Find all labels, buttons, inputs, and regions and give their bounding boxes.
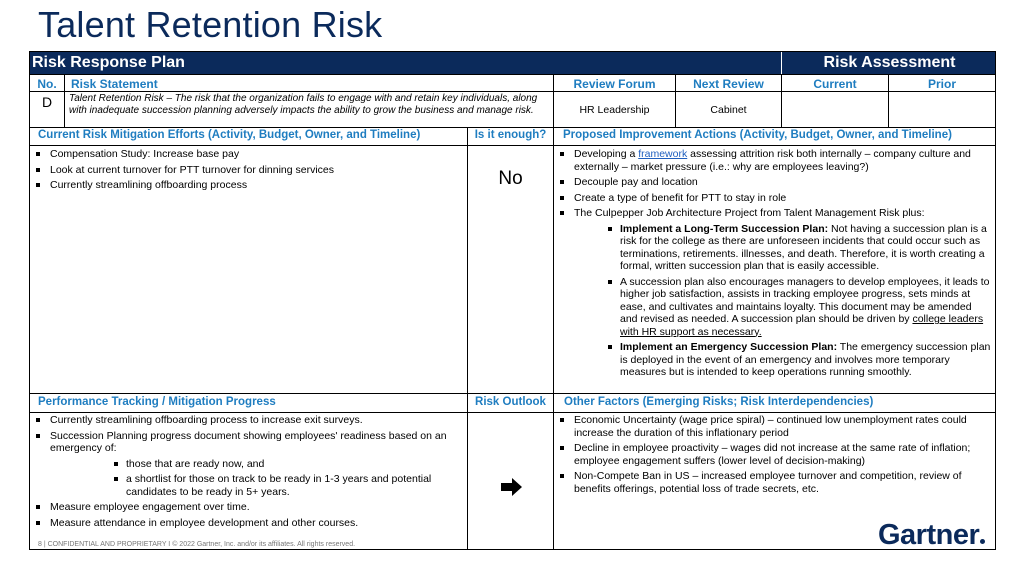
proposed-actions-list [553, 145, 995, 393]
list-item: Measure attendance in employee development and other courses. [30, 517, 465, 530]
list-item: Look at current turnover for PTT turnover for dinning services [30, 164, 465, 177]
review-forum-value: HR Leadership [553, 91, 675, 127]
current-mitigation-header: Current Risk Mitigation Efforts (Activity, Budget, Owner, and Timeline) [30, 127, 467, 145]
no-header: No. [30, 74, 64, 91]
risk-table [29, 51, 996, 550]
proposed-actions-header: Proposed Improvement Actions (Activity, Budget, Owner, and Timeline) [553, 127, 995, 145]
is-enough-header: Is it enough? [467, 127, 553, 145]
list-item: Currently streamlining offboarding process to increase exit surveys. [30, 414, 465, 427]
risk-outlook-cell [467, 412, 553, 549]
current-mitigation-list [30, 145, 467, 393]
gartner-logo: Gartner [878, 519, 985, 552]
is-enough-value: No [467, 145, 553, 393]
prior-header: Prior [888, 74, 995, 91]
list-item: Economic Uncertainty (wage price spiral) – continued low unemployment rates could increase the duration of this inflationary period [554, 414, 991, 439]
list-item: Currently streamlining offboarding process [30, 179, 465, 192]
next-review-value: Cabinet [675, 91, 781, 127]
review-forum-header: Review Forum [553, 74, 675, 91]
performance-tracking-list [30, 412, 467, 549]
list-item: Developing a framework assessing attrition risk both internally – company culture and externally – market pressure (i.e.: why are employees leaving?) [554, 148, 991, 173]
sub-list-item: Implement a Long-Term Succession Plan: Not having a succession plan is a risk for the college as there are unforeseen incidents that could occur such as terminations, retirements. illnesses, and death. Therefore, it is worth creating a formal, written succession plan that is easily accessible. [604, 223, 991, 273]
list-item: Decline in employee proactivity – wages did not increase at the same rate of inflation; employee engagement suffers (lower level of decision-making) [554, 442, 991, 467]
list-item: Decouple pay and location [554, 176, 991, 189]
framework-link[interactable]: framework [638, 148, 688, 160]
footer-confidential: 8 | CONFIDENTIAL AND PROPRIETARY I © 2022 Gartner, Inc. and/or its affiliates. All rights reserved. [38, 541, 356, 548]
risk-number: D [30, 91, 64, 127]
list-item: Non-Compete Ban in US – increased employee turnover and competition, review of benefits offerings, potential loss of trade secrets, etc. [554, 470, 991, 495]
risk-assessment-header: Risk Assessment [781, 52, 995, 74]
current-assessment-value [781, 91, 888, 127]
page-title: Talent Retention Risk [38, 4, 383, 45]
right-arrow-icon [500, 477, 524, 497]
sub-list-item: Implement an Emergency Succession Plan: The emergency succession plan is deployed in the event of an emergency and involves more temporary measures but is intended to keep operations running smoothly. [604, 341, 991, 379]
list-item: Measure employee engagement over time. [30, 501, 465, 514]
list-item: Create a type of benefit for PTT to stay in role [554, 192, 991, 205]
current-header: Current [781, 74, 888, 91]
performance-tracking-header: Performance Tracking / Mitigation Progress [30, 393, 467, 412]
next-review-header: Next Review [675, 74, 781, 91]
risk-response-plan-header: Risk Response Plan [30, 52, 781, 74]
risk-statement: Talent Retention Risk – The risk that the organization fails to engage with and retain key individuals, along with inadequate succession planning adversely impacts the ability to grow the business and manage risk. [64, 91, 553, 127]
sub-list-item: a shortlist for those on track to be ready in 1-3 years and potential candidates to be ready in 5+ years. [110, 473, 465, 498]
sub-list-item: those that are ready now, and [110, 458, 465, 471]
other-factors-header: Other Factors (Emerging Risks; Risk Interdependencies) [553, 393, 995, 412]
list-item: The Culpepper Job Architecture Project from Talent Management Risk plus: Implement a Long-Term Succession Plan: Not having a succession plan is a risk for the college as there are unforeseen incidents that could occur such as terminations, retirements. illnesses, and death. Therefore, it is worth creating a formal, written succession plan that is easily accessible. A succession plan also encourages managers to develop employees, it leads to higher job satisfaction, assists in tracking employee progress, sets minds at ease, and cultivates and maintains loyalty. This document may be amended and revised as needed. A succession plan should be driven by college leaders with HR support as necessary. Implement an Emergency Succession Plan: The emergency succession plan is deployed in the event of an emergency and involves more temporary measures but is intended to keep operations running smoothly. [554, 207, 991, 379]
list-item: Compensation Study: Increase base pay [30, 148, 465, 161]
sub-list-item: A succession plan also encourages managers to develop employees, it leads to higher job satisfaction, assists in tracking employee progress, sets minds at ease, and cultivates and maintains loyalty. This document may be amended and revised as needed. A succession plan should be driven by college leaders with HR support as necessary. [604, 276, 991, 339]
prior-assessment-value [888, 91, 995, 127]
risk-outlook-header: Risk Outlook [467, 393, 553, 412]
risk-statement-header: Risk Statement [64, 74, 553, 91]
list-item: Succession Planning progress document showing employees' readiness based on an emergency of: those that are ready now, and a shortlist for those on track to be ready in 1-3 years and potential candidates to be ready in 5+ years. [30, 430, 465, 499]
